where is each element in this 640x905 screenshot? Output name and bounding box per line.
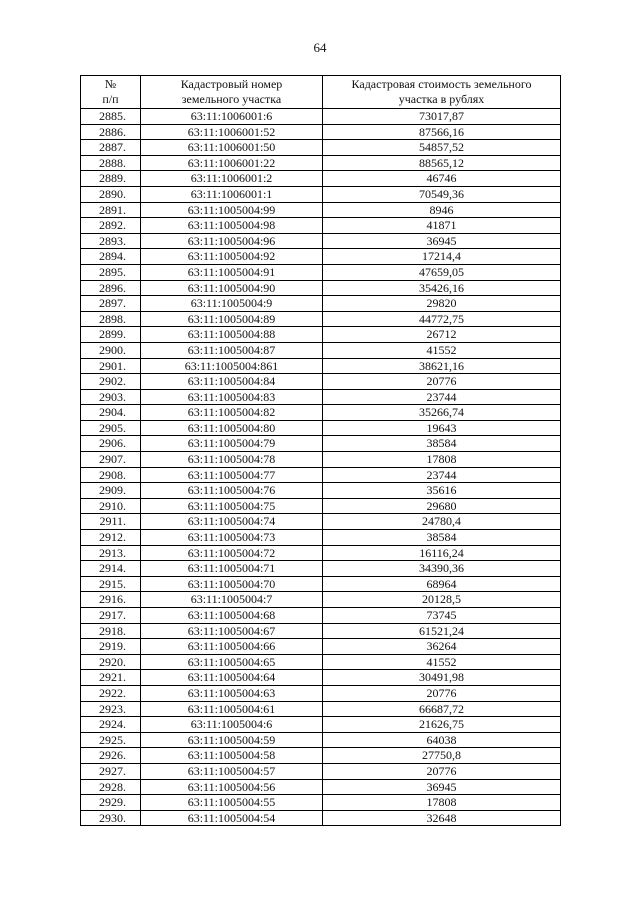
row-number: 2904. (81, 405, 141, 421)
cadastral-value: 41552 (323, 654, 561, 670)
row-number: 2915. (81, 576, 141, 592)
table-row (81, 140, 561, 156)
table-row (81, 654, 561, 670)
row-number: 2900. (81, 342, 141, 358)
cadastral-number: 63:11:1005004:83 (141, 389, 323, 405)
table-row (81, 685, 561, 701)
cadastral-value: 23744 (323, 467, 561, 483)
row-number: 2926. (81, 748, 141, 764)
row-number: 2914. (81, 561, 141, 577)
table-row (81, 514, 561, 530)
cadastral-value: 8946 (323, 202, 561, 218)
table-row (81, 249, 561, 265)
row-number: 2885. (81, 109, 141, 125)
row-number: 2908. (81, 467, 141, 483)
row-number: 2897. (81, 296, 141, 312)
cadastral-number: 63:11:1006001:22 (141, 155, 323, 171)
row-number: 2905. (81, 420, 141, 436)
cadastral-value: 73745 (323, 608, 561, 624)
table-body (81, 109, 561, 826)
table-row (81, 311, 561, 327)
header-value-line2: участка в рублях (398, 92, 485, 106)
cadastral-value: 23744 (323, 389, 561, 405)
cadastral-value: 20776 (323, 763, 561, 779)
row-number: 2888. (81, 155, 141, 171)
cadastral-value: 29820 (323, 296, 561, 312)
page-number: 64 (313, 40, 327, 55)
table-row (81, 670, 561, 686)
row-number: 2923. (81, 701, 141, 717)
table-row (81, 483, 561, 499)
cadastral-number: 63:11:1005004:61 (141, 701, 323, 717)
row-number: 2906. (81, 436, 141, 452)
row-number: 2899. (81, 327, 141, 343)
row-number: 2898. (81, 311, 141, 327)
cadastral-number: 63:11:1005004:98 (141, 218, 323, 234)
table-row (81, 717, 561, 733)
cadastral-value: 24780,4 (323, 514, 561, 530)
cadastral-number: 63:11:1005004:72 (141, 545, 323, 561)
table-row (81, 124, 561, 140)
cadastral-value: 61521,24 (323, 623, 561, 639)
cadastral-number: 63:11:1005004:861 (141, 358, 323, 374)
table-row (81, 109, 561, 125)
header-cadastral-line2: земельного участка (181, 92, 282, 106)
row-number: 2929. (81, 795, 141, 811)
row-number: 2924. (81, 717, 141, 733)
cadastral-value: 73017,87 (323, 109, 561, 125)
cadastral-number: 63:11:1005004:77 (141, 467, 323, 483)
cadastral-value: 38584 (323, 436, 561, 452)
cadastral-number: 63:11:1005004:54 (141, 810, 323, 826)
cadastral-value: 38621,16 (323, 358, 561, 374)
table-row (81, 608, 561, 624)
table-row (81, 155, 561, 171)
cadastral-value: 88565,12 (323, 155, 561, 171)
cadastral-number: 63:11:1005004:70 (141, 576, 323, 592)
table-row (81, 264, 561, 280)
table-header (81, 76, 561, 109)
row-number: 2893. (81, 233, 141, 249)
header-cadastral-line1: Кадастровый номер (180, 77, 283, 91)
cadastral-number: 63:11:1005004:9 (141, 296, 323, 312)
cadastral-number: 63:11:1005004:96 (141, 233, 323, 249)
table-row (81, 732, 561, 748)
table-row (81, 171, 561, 187)
cadastral-number: 63:11:1005004:92 (141, 249, 323, 265)
table-row (81, 701, 561, 717)
table-row (81, 452, 561, 468)
table-row (81, 436, 561, 452)
cadastral-value: 36945 (323, 233, 561, 249)
table-row (81, 280, 561, 296)
row-number: 2902. (81, 374, 141, 390)
cadastral-number: 63:11:1005004:78 (141, 452, 323, 468)
cadastral-value: 26712 (323, 327, 561, 343)
row-number: 2912. (81, 530, 141, 546)
cadastral-value: 35426,16 (323, 280, 561, 296)
row-number: 2896. (81, 280, 141, 296)
cadastral-number: 63:11:1005004:6 (141, 717, 323, 733)
cadastral-number: 63:11:1005004:79 (141, 436, 323, 452)
cadastral-value: 41871 (323, 218, 561, 234)
cadastral-number: 63:11:1005004:71 (141, 561, 323, 577)
table-row (81, 763, 561, 779)
header-number-line1: № (104, 77, 117, 91)
row-number: 2925. (81, 732, 141, 748)
row-number: 2889. (81, 171, 141, 187)
row-number: 2907. (81, 452, 141, 468)
row-number: 2891. (81, 202, 141, 218)
header-cadastral-value (323, 76, 561, 109)
header-number-line2: п/п (102, 92, 119, 106)
cadastral-number: 63:11:1005004:76 (141, 483, 323, 499)
cadastral-number: 63:11:1005004:89 (141, 311, 323, 327)
row-number: 2921. (81, 670, 141, 686)
cadastral-value: 66687,72 (323, 701, 561, 717)
cadastral-value: 17808 (323, 452, 561, 468)
cadastral-value: 47659,05 (323, 264, 561, 280)
table-row (81, 327, 561, 343)
cadastral-value: 68964 (323, 576, 561, 592)
cadastral-value: 64038 (323, 732, 561, 748)
row-number: 2928. (81, 779, 141, 795)
table-row (81, 623, 561, 639)
cadastral-value: 38584 (323, 530, 561, 546)
cadastral-value: 32648 (323, 810, 561, 826)
cadastral-number: 63:11:1005004:58 (141, 748, 323, 764)
cadastral-number: 63:11:1005004:55 (141, 795, 323, 811)
table-row (81, 358, 561, 374)
row-number: 2920. (81, 654, 141, 670)
cadastral-number: 63:11:1005004:84 (141, 374, 323, 390)
cadastral-value: 20128,5 (323, 592, 561, 608)
cadastral-number: 63:11:1005004:59 (141, 732, 323, 748)
cadastral-number: 63:11:1005004:63 (141, 685, 323, 701)
row-number: 2892. (81, 218, 141, 234)
cadastral-value: 29680 (323, 498, 561, 514)
row-number: 2918. (81, 623, 141, 639)
cadastral-number: 63:11:1005004:90 (141, 280, 323, 296)
header-cadastral-number (141, 76, 323, 109)
cadastral-number: 63:11:1005004:75 (141, 498, 323, 514)
header-value-line1: Кадастровая стоимость земельного (351, 77, 532, 91)
row-number: 2913. (81, 545, 141, 561)
row-number: 2919. (81, 639, 141, 655)
cadastral-value: 20776 (323, 374, 561, 390)
table-row (81, 218, 561, 234)
row-number: 2916. (81, 592, 141, 608)
table-row (81, 186, 561, 202)
table-row (81, 405, 561, 421)
table-row (81, 233, 561, 249)
cadastral-value: 36264 (323, 639, 561, 655)
cadastral-value: 30491,98 (323, 670, 561, 686)
cadastral-value: 19643 (323, 420, 561, 436)
row-number: 2910. (81, 498, 141, 514)
table-row (81, 202, 561, 218)
row-number: 2927. (81, 763, 141, 779)
table-row (81, 420, 561, 436)
cadastral-value: 34390,36 (323, 561, 561, 577)
row-number: 2930. (81, 810, 141, 826)
table-row (81, 576, 561, 592)
cadastral-number: 63:11:1005004:66 (141, 639, 323, 655)
cadastral-number: 63:11:1005004:68 (141, 608, 323, 624)
cadastral-number: 63:11:1005004:7 (141, 592, 323, 608)
cadastral-number: 63:11:1006001:2 (141, 171, 323, 187)
cadastral-value: 70549,36 (323, 186, 561, 202)
row-number: 2890. (81, 186, 141, 202)
cadastral-number: 63:11:1006001:1 (141, 186, 323, 202)
row-number: 2903. (81, 389, 141, 405)
cadastral-number: 63:11:1005004:87 (141, 342, 323, 358)
cadastral-number: 63:11:1005004:82 (141, 405, 323, 421)
table-row (81, 795, 561, 811)
table-row (81, 561, 561, 577)
cadastral-value: 27750,8 (323, 748, 561, 764)
cadastral-value: 35266,74 (323, 405, 561, 421)
table-row (81, 639, 561, 655)
cadastral-number: 63:11:1006001:6 (141, 109, 323, 125)
cadastral-number: 63:11:1005004:91 (141, 264, 323, 280)
cadastral-number: 63:11:1005004:57 (141, 763, 323, 779)
header-number (81, 76, 141, 109)
table-row (81, 748, 561, 764)
row-number: 2887. (81, 140, 141, 156)
cadastral-number: 63:11:1005004:56 (141, 779, 323, 795)
table-row (81, 342, 561, 358)
cadastral-value: 16116,24 (323, 545, 561, 561)
cadastral-value-table (80, 75, 561, 826)
row-number: 2911. (81, 514, 141, 530)
cadastral-number: 63:11:1005004:74 (141, 514, 323, 530)
cadastral-value: 41552 (323, 342, 561, 358)
table-row (81, 530, 561, 546)
table-row (81, 389, 561, 405)
table-row (81, 467, 561, 483)
row-number: 2922. (81, 685, 141, 701)
cadastral-number: 63:11:1005004:64 (141, 670, 323, 686)
cadastral-number: 63:11:1005004:67 (141, 623, 323, 639)
cadastral-number: 63:11:1005004:73 (141, 530, 323, 546)
cadastral-number: 63:11:1006001:52 (141, 124, 323, 140)
table-row (81, 374, 561, 390)
cadastral-value: 36945 (323, 779, 561, 795)
cadastral-number: 63:11:1005004:65 (141, 654, 323, 670)
row-number: 2886. (81, 124, 141, 140)
table-row (81, 545, 561, 561)
table-row (81, 296, 561, 312)
cadastral-value: 46746 (323, 171, 561, 187)
cadastral-number: 63:11:1005004:88 (141, 327, 323, 343)
cadastral-value: 54857,52 (323, 140, 561, 156)
row-number: 2901. (81, 358, 141, 374)
table-row (81, 779, 561, 795)
row-number: 2917. (81, 608, 141, 624)
cadastral-value: 20776 (323, 685, 561, 701)
cadastral-number: 63:11:1005004:99 (141, 202, 323, 218)
cadastral-value: 35616 (323, 483, 561, 499)
cadastral-value: 17808 (323, 795, 561, 811)
table-row (81, 810, 561, 826)
table-row (81, 498, 561, 514)
table-row (81, 592, 561, 608)
row-number: 2894. (81, 249, 141, 265)
cadastral-value: 21626,75 (323, 717, 561, 733)
row-number: 2909. (81, 483, 141, 499)
cadastral-number: 63:11:1005004:80 (141, 420, 323, 436)
cadastral-value: 87566,16 (323, 124, 561, 140)
cadastral-value: 17214,4 (323, 249, 561, 265)
cadastral-number: 63:11:1006001:50 (141, 140, 323, 156)
cadastral-value: 44772,75 (323, 311, 561, 327)
row-number: 2895. (81, 264, 141, 280)
